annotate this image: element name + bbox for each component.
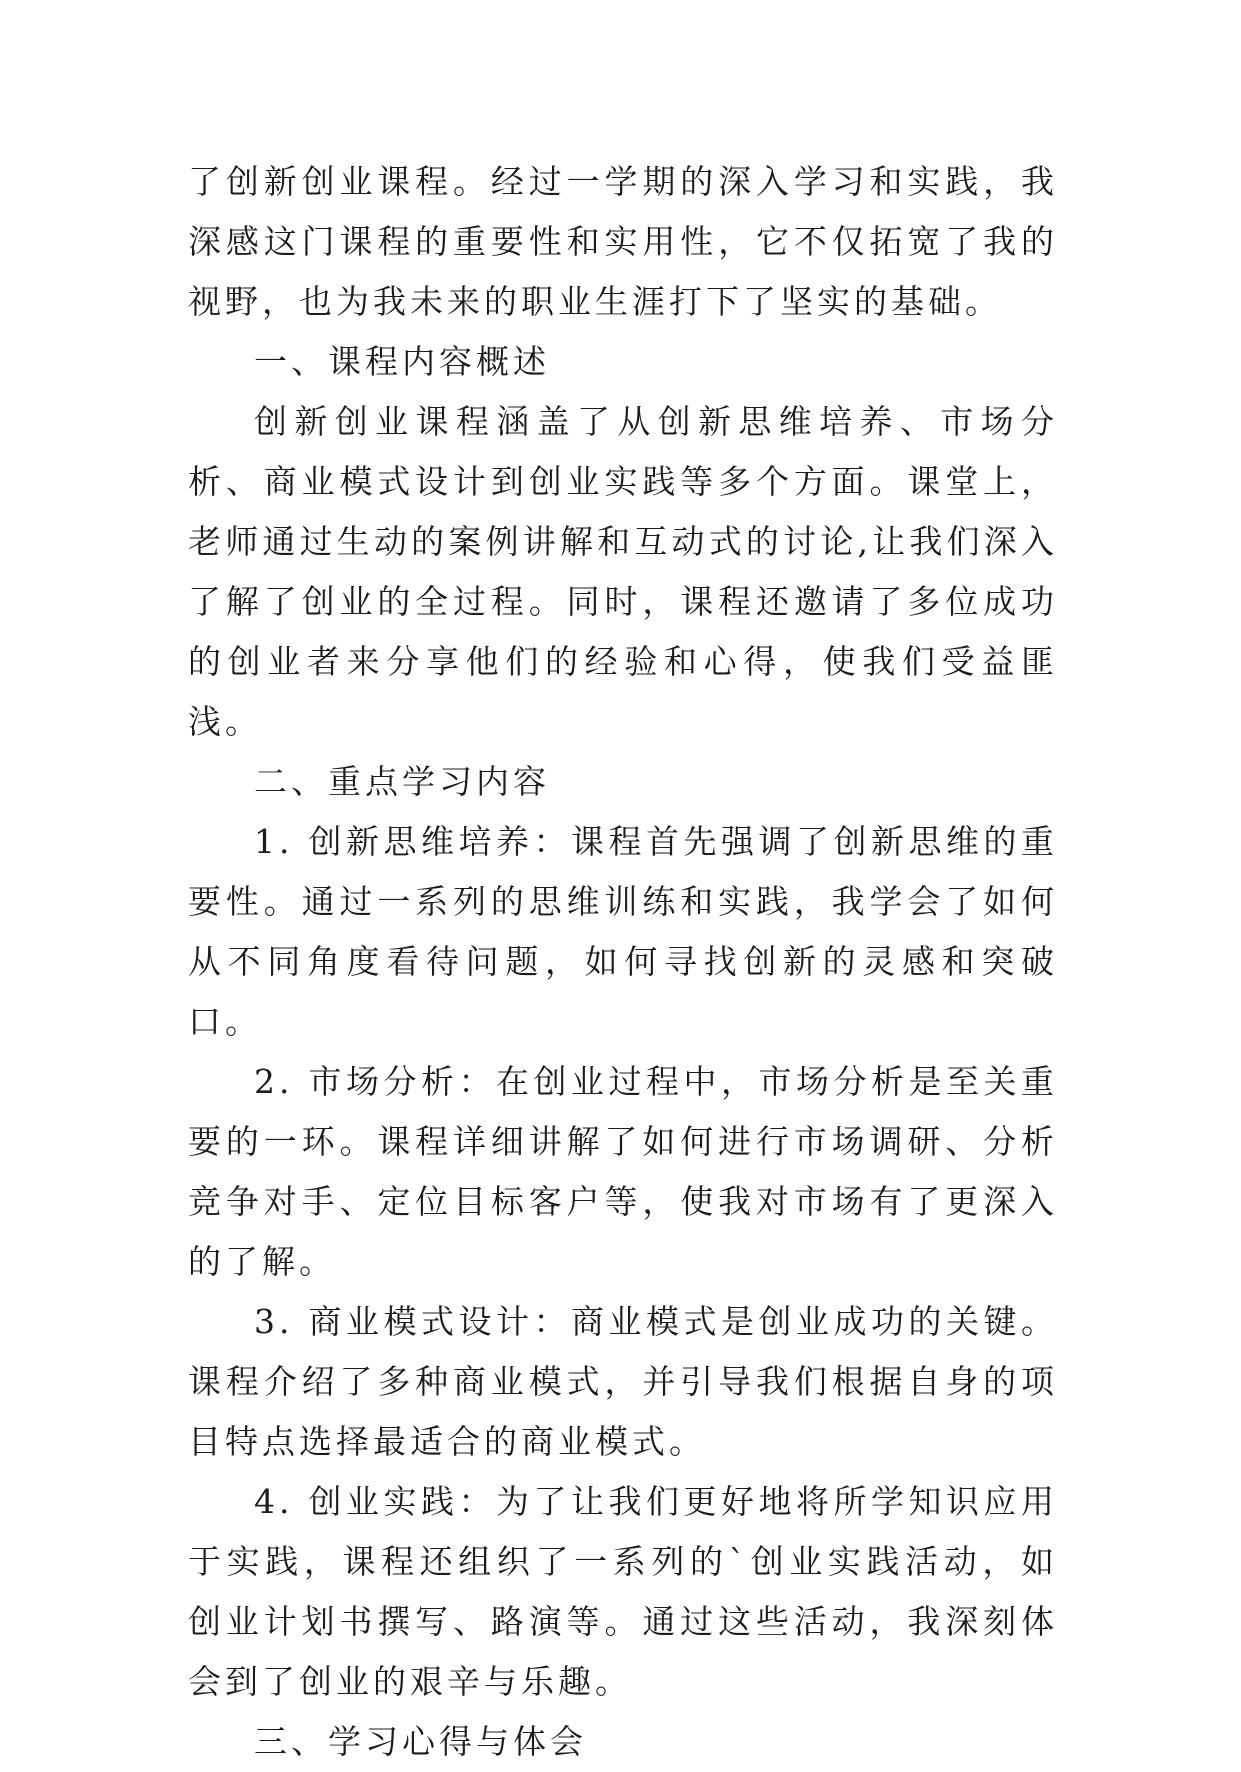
section-heading-1: 一、课程内容概述 [254, 342, 550, 381]
paragraph-point-3: 3. 商业模式设计：商业模式是创业成功的关键。课程介绍了多种商业模式，并引导我们根据自身的项目特点选择最适合的商业模式。 [188, 1302, 1058, 1461]
document-body [188, 152, 1058, 1772]
paragraph-intro-continued: 了创新创业课程。经过一学期的深入学习和实践，我深感这门课程的重要性和实用性，它不仅拓宽了我的视野，也为我未来的职业生涯打下了坚实的基础。 [188, 162, 1058, 321]
section-heading-3: 三、学习心得与体会 [254, 1722, 587, 1761]
paragraph-point-1: 1. 创新思维培养：课程首先强调了创新思维的重要性。通过一系列的思维训练和实践，我学会了如何从不同角度看待问题，如何寻找创新的灵感和突破口。 [188, 822, 1058, 1041]
paragraph-point-2: 2. 市场分析：在创业过程中，市场分析是至关重要的一环。课程详细讲解了如何进行市场调研、分析竞争对手、定位目标客户等，使我对市场有了更深入的了解。 [188, 1062, 1058, 1281]
paragraph-point-4: 4. 创业实践：为了让我们更好地将所学知识应用于实践，课程还组织了一系列的`创业实践活动，如创业计划书撰写、路演等。通过这些活动，我深刻体会到了创业的艰辛与乐趣。 [188, 1482, 1058, 1701]
paragraph-course-overview: 创新创业课程涵盖了从创新思维培养、市场分析、商业模式设计到创业实践等多个方面。课堂上，老师通过生动的案例讲解和互动式的讨论,让我们深入了解了创业的全过程。同时，课程还邀请了多位成功的创业者来分享他们的经验和心得，使我们受益匪浅。 [188, 402, 1058, 741]
section-heading-2: 二、重点学习内容 [254, 762, 550, 801]
